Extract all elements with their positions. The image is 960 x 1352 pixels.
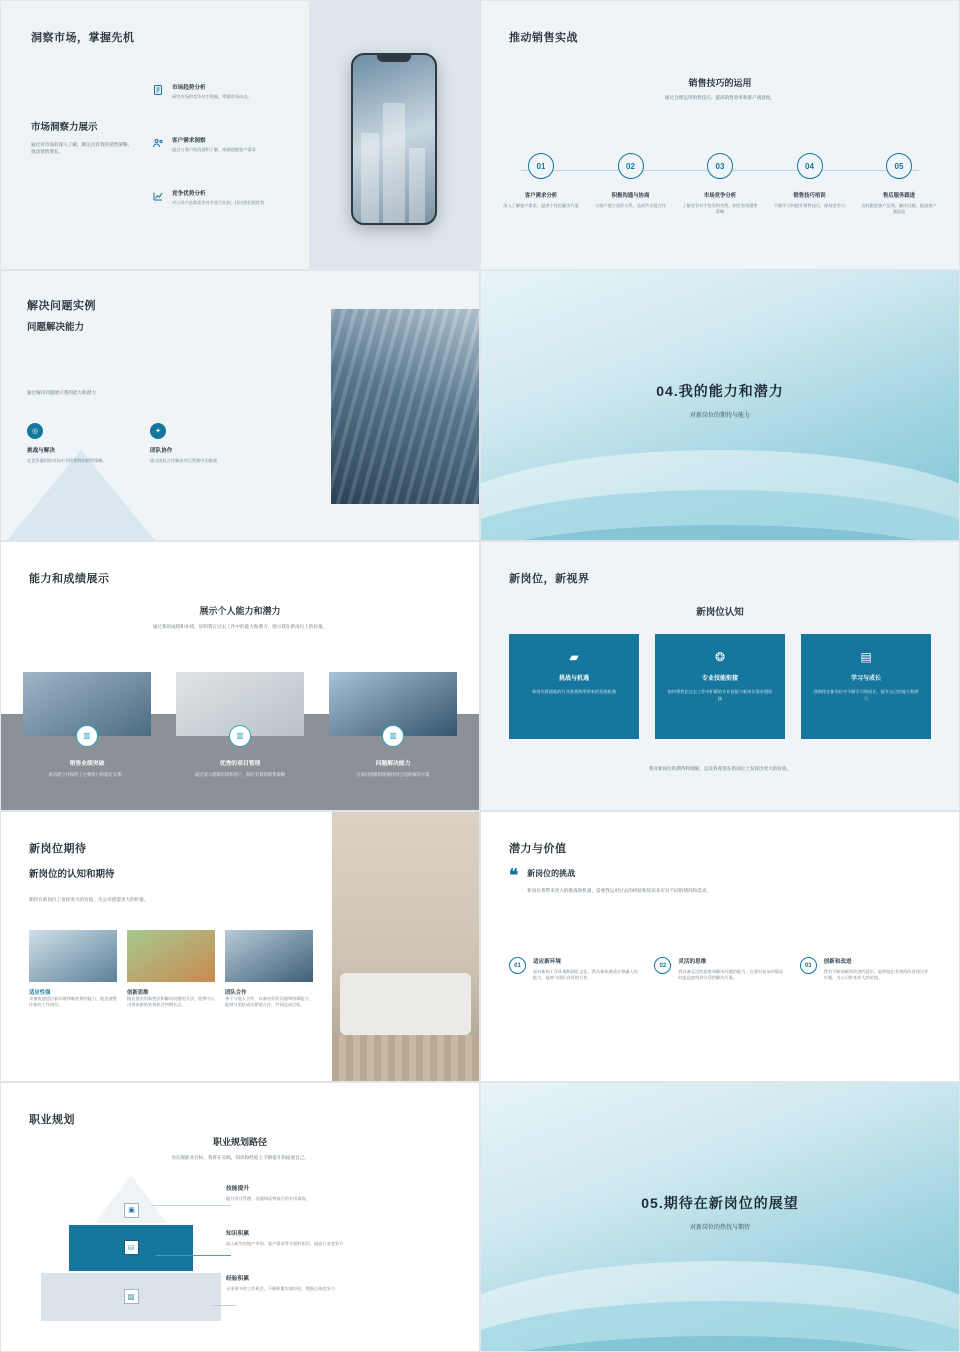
- presentation-icon: ▣: [124, 1203, 139, 1218]
- tower-shape: [383, 103, 405, 223]
- heading-block: [481, 76, 959, 101]
- level-label: [226, 1228, 446, 1247]
- page-title: 潜力与价值: [509, 843, 567, 856]
- house-model-photo: [127, 930, 215, 982]
- slide-career-plan: [0, 1082, 480, 1352]
- card-item: [150, 423, 255, 464]
- step-number: 03: [707, 153, 733, 179]
- level-title: 技能提升: [226, 1185, 250, 1192]
- page-title: 职业规划: [29, 1113, 75, 1126]
- section-heading: 销售技巧的运用: [688, 78, 752, 88]
- section-heading: 职业规划路径: [212, 1136, 267, 1147]
- item-number: 02: [654, 957, 671, 974]
- pyramid-level-3: [41, 1273, 221, 1321]
- page-title: 05.期待在新岗位的展望: [641, 1194, 799, 1211]
- slide-achievements: [0, 541, 480, 811]
- quote-block: [509, 868, 777, 894]
- section-lead: 通过合理运用销售技巧，提高销售效率和客户满意度。: [664, 95, 776, 100]
- step-list: [503, 153, 937, 216]
- slide-problem-solving: [0, 270, 480, 540]
- box-desc: 如何将我在过去工作中积累的专业技能与新岗位需求相衔接: [667, 688, 773, 701]
- card-title: 挑战与解决: [27, 448, 55, 455]
- section-heading: 展示个人能力和潜力: [199, 605, 281, 616]
- cell-title: 创新思维: [127, 990, 149, 997]
- heading-block: [1, 1135, 479, 1161]
- step-item: [503, 153, 579, 216]
- box-title: 挑战与机遇: [558, 675, 589, 682]
- section-lead: 期待在新岗位上发挥更大的价值，为公司创造更大的价值。: [29, 897, 149, 903]
- glass-facade-photo: [329, 672, 457, 741]
- section-subtitle: 问题解决能力: [27, 322, 85, 334]
- phone-notch: [377, 55, 411, 62]
- page-title: 04.我的能力和潜力: [656, 383, 784, 400]
- level-label: [226, 1273, 446, 1292]
- cell-title: 团队合作: [225, 990, 247, 997]
- slide-market-insight: [0, 0, 480, 270]
- quote-icon: ❝: [509, 866, 519, 886]
- box-title: 学习与成长: [850, 675, 881, 682]
- column-desc: 在面对困难时能够找到合适的解决方案: [356, 771, 430, 777]
- page-subtitle: 对新岗位的热忱与期待: [689, 1224, 750, 1231]
- box-desc: 新岗位将面临的行业挑战和所带来的发展机遇: [532, 688, 616, 694]
- item-desc: 我有不断创新和改进的意识，能够提出有效的改进建议并实施，为公司带来更大的价值。: [823, 969, 929, 981]
- quote-desc: 新岗位将带来更大的挑战和机遇，需要我运用过去的经验和知识来应对不同的情况和需求。: [527, 888, 711, 894]
- intro-text: 通过对市场的深入了解，制定出有效的销售策略，推动销售增长。: [31, 142, 133, 155]
- network-icon: ⛁: [124, 1240, 139, 1255]
- step-title: 客户需求分析: [524, 193, 558, 199]
- kitchen-interior-photo: [176, 672, 304, 741]
- box-desc: 我期待在新岗位中不断学习和成长，提升自己的能力和潜力: [813, 688, 919, 701]
- item-number: 01: [509, 957, 526, 974]
- city-sunset-photo: [29, 930, 117, 982]
- bar-chart-icon: ▥: [382, 725, 404, 747]
- phone-skyscraper-photo: [351, 53, 437, 225]
- cell-list: [29, 930, 313, 1009]
- page-title: 能力和成绩展示: [29, 572, 110, 585]
- column-list: [23, 672, 457, 779]
- step-number: 01: [528, 153, 554, 179]
- level-label-list: [226, 1183, 446, 1319]
- box-item: [509, 634, 639, 739]
- section-subtitle: 新岗位的认知和期待: [29, 869, 115, 881]
- item-title: 适应新环境: [533, 959, 561, 966]
- chart-icon: [151, 189, 165, 203]
- box-list: [509, 634, 931, 739]
- intro-block: [31, 119, 136, 155]
- step-item: [772, 153, 848, 216]
- users-icon: [151, 136, 165, 150]
- column-item: [23, 672, 151, 779]
- feature-title: 客户需求洞察: [172, 138, 206, 144]
- item-desc: 面对新的工作环境和团队文化，我具备快速适应和融入的能力，能够与团队良好的合作。: [533, 969, 638, 981]
- step-item: [861, 153, 937, 216]
- bar-chart-icon: ▥: [76, 725, 98, 747]
- footer-note: 我对新岗位的期待和理解，以及我希望在新岗位上发挥出更大的价值。: [648, 766, 792, 772]
- feature-desc: 研究市场和竞争对手数据，掌握市场动态。: [172, 94, 252, 99]
- handshake-icon: ✦: [150, 423, 166, 439]
- list-item: [654, 957, 785, 982]
- floor-shape: [332, 1035, 479, 1081]
- slide-new-role-view: [480, 541, 960, 811]
- level-desc: 深入研究房地产市场、客户需求等方面的知识，提高行业竞争力: [226, 1240, 344, 1246]
- living-room-photo: [332, 812, 479, 1080]
- cell-item: [127, 930, 215, 1009]
- step-title: 积极沟通与协商: [611, 193, 650, 199]
- section-lead: 为实现职业目标，我将在实践、知识和经验上不断提升和拓展自己。: [171, 1154, 309, 1160]
- quote-title: 新岗位的挑战: [527, 869, 576, 879]
- column-desc: 通过深入理解市场和客户，制定有效的销售策略: [194, 771, 286, 777]
- box-item: [801, 634, 931, 739]
- step-title: 售后服务跟进: [882, 193, 916, 199]
- feature-item: [151, 189, 301, 206]
- cell-title: 适应性强: [29, 990, 51, 997]
- tower-shape: [409, 148, 425, 223]
- feature-item: [151, 83, 301, 100]
- card-title: 团队协作: [150, 448, 173, 455]
- level-label: [226, 1183, 446, 1202]
- slide-section-04: [480, 270, 960, 540]
- level-desc: 寻求更多的工作机会，不断积累实战经验，增强自身竞争力: [226, 1286, 335, 1292]
- hero-text: [481, 381, 959, 419]
- briefcase-icon: ▰: [569, 649, 579, 664]
- connector-line: [151, 1205, 231, 1206]
- section-lead: 通过我的成绩和业绩，证明我在过去工作中的能力和潜力，展示我在新岗位上的价值。: [152, 623, 328, 629]
- heading-block: [1, 604, 479, 630]
- step-title: 市场竞争分析: [703, 193, 737, 199]
- column-item: [329, 672, 457, 779]
- card-desc: 通过团队合作解决项目管理中的挑战: [150, 458, 218, 464]
- step-item: [682, 153, 758, 216]
- page-subtitle: 对新岗位的期待与能力: [689, 413, 750, 420]
- card-desc: 在竞争激烈的市场中寻找独特的销售策略。: [27, 458, 107, 464]
- step-title: 销售技巧培训: [793, 193, 826, 199]
- box-item: [655, 634, 785, 739]
- hero-text: [481, 1193, 959, 1231]
- image-icon: ▨: [124, 1289, 139, 1304]
- book-icon: ▤: [860, 649, 872, 664]
- card-item: [27, 423, 132, 464]
- pyramid-diagram: [41, 1175, 221, 1325]
- cell-desc: 具备快速适应新环境和新任务的能力，能迅速胜任新的工作岗位。: [29, 996, 117, 1008]
- level-title: 知识积累: [226, 1230, 250, 1237]
- page-title: 解决问题实例: [27, 300, 96, 313]
- feature-title: 竞争优势分析: [172, 191, 206, 197]
- feature-desc: 对公司产品和竞争对手进行比较，找出我们的优势: [172, 200, 265, 205]
- level-title: 经验积累: [226, 1276, 250, 1283]
- slide-sales-practice: [480, 0, 960, 270]
- cell-desc: 善于与他人合作，具备良好的沟通和协调能力，能够与团队成员紧密合作，共同达成目标。: [225, 996, 313, 1008]
- sofa-shape: [340, 973, 471, 1035]
- step-number: 02: [618, 153, 644, 179]
- target-icon: ◎: [27, 423, 43, 439]
- cell-desc: 擅长提出创新想法和解决问题的方法，能够为公司带来新的业务机会和增长点。: [127, 996, 215, 1008]
- box-title: 专业技能衔接: [701, 675, 738, 682]
- pyramid-level-1: [95, 1175, 167, 1223]
- item-list: [509, 957, 931, 982]
- level-desc: 提升项目管理、沟通和谈判技巧的专项训练。: [226, 1195, 310, 1201]
- page-title: 新岗位，新视界: [509, 572, 590, 585]
- card-list: [27, 423, 255, 464]
- bar-chart-icon: ▥: [229, 725, 251, 747]
- step-desc: 了解竞争对手优劣和劣势，制定有效销售策略: [682, 203, 758, 215]
- column-title: 问题解决能力: [375, 760, 411, 767]
- gear-icon: ❂: [714, 649, 726, 664]
- feature-desc: 通过与客户的沟通和了解，准确把握客户需求: [172, 147, 256, 152]
- heading-block: [481, 604, 959, 618]
- glass-tower-photo: [225, 930, 313, 982]
- item-desc: 我具备灵活的思维和解决问题的能力，在面对复杂的情况时能迅速找到合适的解决方案。: [678, 969, 784, 981]
- list-item: [800, 957, 931, 982]
- column-item: [176, 672, 304, 779]
- page-title: 推动销售实战: [509, 32, 578, 44]
- item-title: 创新和改进: [823, 959, 852, 966]
- item-title: 灵活的思维: [678, 959, 707, 966]
- skyscraper-upward-photo: [331, 309, 479, 504]
- clipboard-icon: [151, 83, 165, 97]
- section-lead: 通过解决问题展示我的能力和潜力: [27, 390, 96, 396]
- page-title: 新岗位期待: [29, 843, 87, 856]
- feature-item: [151, 136, 301, 153]
- step-desc: 及时跟进客户反馈，解决问题，提高客户满意度: [861, 203, 937, 215]
- city-buildings-photo: [23, 672, 151, 741]
- slide-section-05: [480, 1082, 960, 1352]
- step-desc: 不断学习和提升销售技巧，保持竞争力: [773, 203, 846, 208]
- cell-item: [225, 930, 313, 1009]
- column-title: 优秀的项目管理: [219, 760, 261, 767]
- step-item: [593, 153, 669, 216]
- list-item: [509, 957, 640, 982]
- section-heading: 新岗位认知: [696, 606, 744, 618]
- column-desc: 成功建立并保持了主要客户的稳定关系。: [48, 771, 126, 777]
- page-title: 洞察市场，掌握先机: [31, 32, 135, 44]
- column-title: 销售业绩突破: [69, 760, 105, 767]
- slide-role-expectation: [0, 811, 480, 1081]
- step-desc: 与客户建立良好关系，达成共识促合作: [594, 203, 667, 208]
- cell-item: [29, 930, 117, 1009]
- step-desc: 深入了解客户需求，提供个性化解决方案: [503, 203, 579, 208]
- slide-potential-value: [480, 811, 960, 1081]
- step-number: 05: [886, 153, 912, 179]
- section-subtitle: 市场洞察力展示: [31, 122, 98, 133]
- connector-line: [156, 1255, 231, 1256]
- pyramid-level-2: [69, 1225, 193, 1271]
- tower-shape: [361, 133, 379, 223]
- feature-title: 市场趋势分析: [172, 85, 206, 91]
- step-number: 04: [797, 153, 823, 179]
- item-number: 03: [800, 957, 817, 974]
